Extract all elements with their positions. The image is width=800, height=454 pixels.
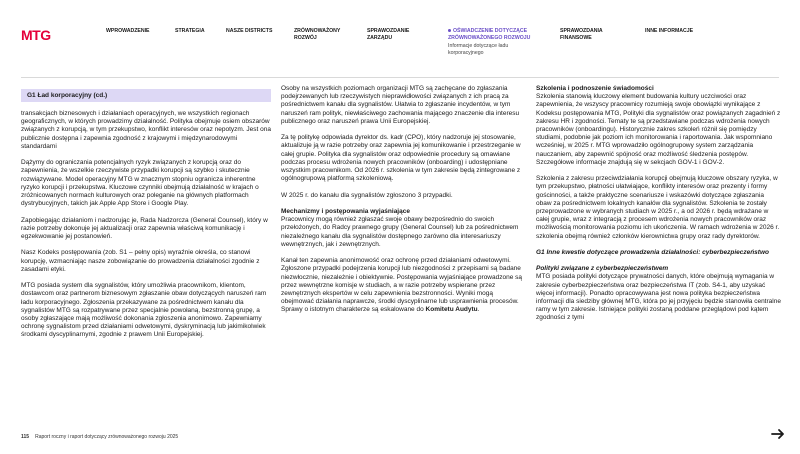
paragraph-text: Kanał ten zapewnia anonimowość oraz ochronę przed działaniami odwetowymi. Zgłoszone przypadki podejrzenia korupcji lub niezgodności z przepisami są badane niezwłocznie, niezależnie i obiektywnie. Postępowania wyjaśniające prowadzone są przez wewnętrzne komisje w studiach, a w razie potrzeby wspierane przez zewnętrznych ekspertów w celu zapewnienia bezstronności. Wyniki mogą obejmować działania naprawcze, środki dyscyplinarne lub usprawnienia procesów. Sprawy o istotnym charakterze są eskalowane do xyxy=(281,257,522,314)
footer-title: Raport roczny i raport dotyczący zrównoważonego rozwoju 2025 xyxy=(35,434,179,440)
paragraph: Nasz Kodeks postępowania (zob. S1 – pełny opis) wyraźnie określa, co stanowi korupcję, wzmacniając nasze zobowiązanie do prowadzenia działalności zgodnie z zasadami etyki. xyxy=(21,249,260,273)
page-footer xyxy=(21,434,178,440)
paragraph: Kanał ten zapewnia anonimowość oraz ochronę przed działaniami odwetowymi. Zgłoszone przypadki podejrzenia korupcji lub niezgodności z przepisami są badane niezwłocznie, niezależnie i obiektywnie. Postępowania wyjaśniające prowadzone są przez wewnętrzne komisje w studiach, a w razie potrzeby wspierane przez zewnętrznych ekspertów w celu zapewnienia bezstronności. Wyniki mogą obejmować działania naprawcze, środki dyscyplinarne lub usprawnienia procesów. Sprawy o istotnym charakterze są eskalowane do Komitetu Audytu. xyxy=(281,257,522,314)
paragraph: MTG posiada system dla sygnalistów, który umożliwia pracownikom, klientom, dostawcom oraz partnerom biznesowym zgłaszanie obaw dotyczących naruszeń ram ładu korporacyjnego. Zgłoszenia przekazywane za pośrednictwem kanału dla sygnalistów MTG są rozpatrywane przez specjalnie powołaną, bezstronną grupę, a osoby zgłaszające mają możliwość dokonania zgłoszenia anonimowo. Zapewniamy ochronę sygnalistom przed działaniami odwetowymi, dyskryminacją lub jakimikolwiek środkami dyscyplinarnymi, zgodnie z prawem Unii Europejskiej. xyxy=(21,282,267,339)
paragraph: transakcjach biznesowych i działaniach operacyjnych, we wszystkich regionach geograficznych, w których prowadzimy działalność. Polityka obejmuje osiem obszarów związanych z korupcją, w tym przekupstwo, konflikt interesów oraz nepotyzm. Jest ona publicznie dostępna i zapewnia zgodność z krajowymi i międzynarodowymi standardami xyxy=(21,110,271,150)
subheading-cyberbezpieczenstwo: G1 Inne kwestie dotyczące prowadzenia działalności: cyberbezpieczeństwo xyxy=(536,249,769,257)
paragraph: Szkolenia stanowią kluczowy element budowania kultury uczciwości oraz zapewnienia, że wszyscy pracownicy rozumieją swoje obowiązki wynikające z Kodeksu postępowania MTG, Polityki dla sygnalistów oraz powiązanych zagadnień z zakresu HR i zgodności. Tematy te są przedstawiane podczas wdrożenia nowych pracowników (onboardingu). Historycznie zakres szkoleń różnił się pomiędzy studiami, podobnie jak poziom ich monitorowania i raportowania. Jak wspomniano wcześniej, w 2025 r. MTG wprowadziło ogólnogrupowy system zarządzania nauczaniem, aby zapewnić spójność oraz możliwość śledzenia postępów. Szczegółowe informacje znajdują się w sekcjach GOV-1 i GOV-2. xyxy=(536,93,781,166)
paragraph: MTG posiada polityki dotyczące prywatności danych, które obejmują wymagania w zakresie cyberbezpieczeństwa oraz bezpieczeństwa IT (zob. S4-1, aby uzyskać więcej informacji). Ponadto opracowywana jest nowa polityka bezpieczeństwa informacji dla siedziby głównej MTG, która po jej przyjęciu będzie stanowiła centralne ramy w tym zakresie. Istniejące polityki zostaną poddane przeglądowi pod kątem zgodności z tymi xyxy=(536,273,781,322)
nav-item-strategia[interactable]: STRATEGIA xyxy=(175,28,205,34)
active-indicator-icon xyxy=(448,29,451,32)
nav-subitem-lad-korporacyjny[interactable]: Informacje dotyczące ładu korporacyjnego xyxy=(448,43,509,56)
paragraph: Zapobiegając działaniom i nadzorując je, Rada Nadzorcza (General Counsel), który w razie potrzeby dokonuje jej aktualizacji oraz zapewnia właściwą komunikację i egzekwowanie jej postanowień. xyxy=(21,216,268,241)
paragraph: W 2025 r. do kanału dla sygnalistów zgłoszono 3 przypadki. xyxy=(281,191,453,199)
nav-item-oswiadczenie[interactable] xyxy=(448,28,543,57)
nav-item-zrownowazony-rozwoj[interactable]: ZRÓWNOWAŻONY ROZWÓJ xyxy=(294,28,341,41)
subheading-mechanizmy: Mechanizmy i postępowania wyjaśniające xyxy=(281,208,410,215)
top-navigation xyxy=(0,28,800,68)
next-page-arrow-icon[interactable] xyxy=(770,426,786,442)
mtg-logo[interactable]: MTG xyxy=(21,27,51,43)
column-2 xyxy=(281,85,526,323)
nav-item-sprawozdanie-zarzadu[interactable]: SPRAWOZDANIE ZARZĄDU xyxy=(367,28,410,41)
paragraph: Osoby na wszystkich poziomach organizacji MTG są zachęcane do zgłaszania podejrzewanych lub rzeczywistych nieprawidłowości związanych z ich pracą za pośrednictwem kanału dla sygnalistów. Ułatwia to zgłaszanie incydentów, w tym naruszeń ram polityk, niewłaściwego zachowania mającego znaczenie dla interesu publicznego oraz naruszeń prawa Unii Europejskiej. xyxy=(281,85,520,125)
paragraph: Za tę politykę odpowiada dyrektor ds. kadr (CPO), który nadzoruje jej stosowanie, aktualizuje ją w razie potrzeby oraz zapewnia jej komunikowanie i przestrzeganie w całej grupie. Polityka dla sygnalistów oraz odpowiednie procedury są omawiane podczas procesu wdrożenia nowych pracowników (onboarding) i udostępniane wszystkim pracownikom. Od 2026 r. szkolenia w tym zakresie będą zintegrowane z ogólnogrupową platformą szkoleniową. xyxy=(281,134,521,183)
nav-item-oswiadczenie-label: OŚWIADCZENIE DOTYCZĄCE ZRÓWNOWAŻONEGO ROZWOJU xyxy=(448,28,531,41)
page-number: 115 xyxy=(21,434,30,440)
column-1 xyxy=(21,85,271,348)
paragraph: Pracownicy mogą również zgłaszać swoje obawy bezpośrednio do swoich przełożonych, do Radcy prawnego grupy (General Counsel) lub za pośrednictwem niezależnego kanału dla sygnalistów dostępnego zarówno dla interesariuszy wewnętrznych, jak i zewnętrznych. xyxy=(281,216,519,248)
column-3 xyxy=(536,85,781,331)
subheading-polityki: Polityki związane z cyberbezpieczeństwem xyxy=(536,265,669,273)
nav-item-inne-informacje[interactable]: INNE INFORMACJE xyxy=(645,28,694,34)
subheading-szkolenia: Szkolenia i podnoszenie świadomości xyxy=(536,85,654,92)
section-title: G1 Ład korporacyjny (cd.) xyxy=(21,89,271,102)
nav-item-wprowadzenie[interactable]: WPROWADZENIE xyxy=(106,28,150,34)
paragraph: Dążymy do ograniczania potencjalnych ryzyk związanych z korupcją oraz do zapewnienia, że wszelkie rzeczywiste przypadki korupcji są szybko i skutecznie rozwiązywane. Model operacyjny MTG w znacznym stopniu ogranicza inherentne ryzyko korupcji i przekupstwa. Kluczowe czynniki obejmują działalność w krajach o zróżnicowanych normach kulturowych oraz poleganie na głównych platformach dystrybucyjnych, takich jak Apple App Store i Google Play. xyxy=(21,159,259,208)
header-divider xyxy=(21,77,779,78)
paragraph: Szkolenia z zakresu przeciwdziałania korupcji obejmują kluczowe obszary ryzyka, w tym przekupstwo, płatności ułatwiające, konflikty interesów oraz prezenty i formy gościnności, a także praktyczne scenariusze i wskazówki dotyczące zgłaszania obaw za pośrednictwem lokalnych kanałów dla sygnalistów. Szkolenia te zostały przeprowadzone w wybranych studiach w 2025 r., a od 2026 r. będą wdrażane w całej grupie, wraz z integracją z procesem wdrożenia nowych pracowników oraz możliwością monitorowania poziomu ich ukończenia. W ramach wdrożenia w 2026 r. szkolenia obejmą również członków kierownictwa grupy oraz rady dyrektorów. xyxy=(536,175,780,240)
nav-item-sprawozdania-finansowe[interactable]: SPRAWOZDANIA FINANSOWE xyxy=(560,28,603,41)
nav-item-nasze-districts[interactable]: NASZE DISTRICTS xyxy=(226,28,273,34)
committee-link: Komitetu Audytu xyxy=(425,306,478,314)
